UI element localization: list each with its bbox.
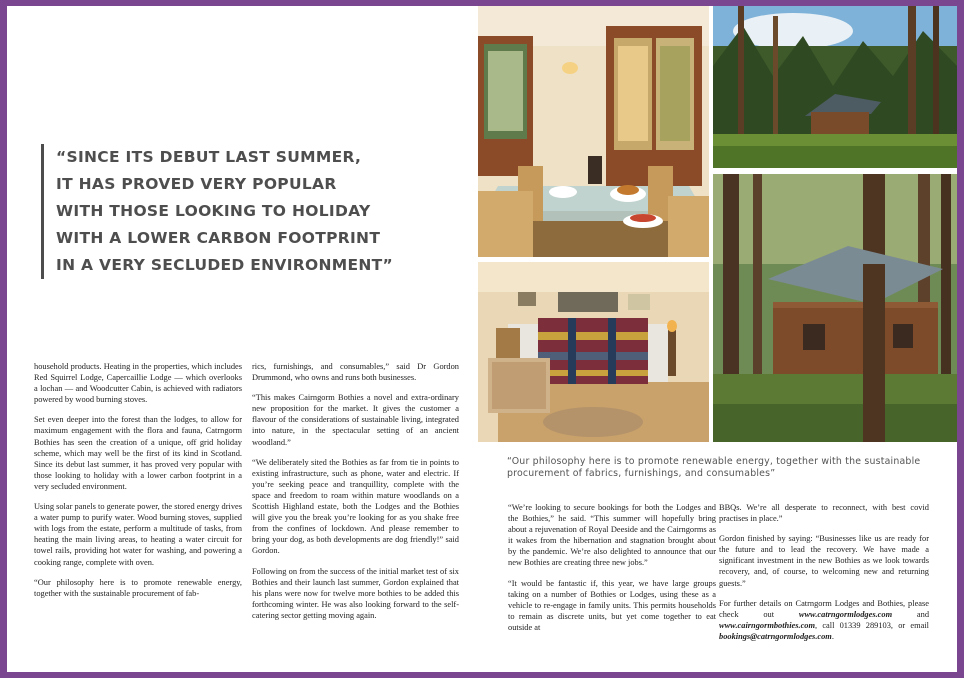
dining-room-photo (478, 6, 709, 257)
pull-quote-line: IT HAS PROVED VERY POPULAR (56, 175, 337, 193)
paragraph: Using solar panels to generate power, the stored energy drives a water pump to purify water. Wood burning stoves, supplied with logs from the estate, perform a multitude of tasks, from heating the main living areas, to heating a water circuit for towel rails, providing hot water for washing, and powering a cooking range, complete with oven. (34, 502, 242, 567)
bedroom-photo (478, 262, 709, 442)
article-column-1 (34, 361, 242, 608)
paragraph: Gordon finished by saying: “Businesses like us are ready for the future and to lead the recovery. We have made a significant investment in the new Bothies as we look towards recovery, and, of course, to welcoming new and returning guests.” (719, 534, 929, 588)
paragraph: BBQs. We’re all desperate to reconnect, with best covid practises in place.” (719, 503, 929, 524)
pull-quote-line: WITH A LOWER CARBON FOOTPRINT (56, 229, 381, 247)
paragraph: household products. Heating in the properties, which includes Red Squirrel Lodge, Capercaillie Lodge — which overlooks a lochan — and Woodcutter Cabin, is achieved with radiators powered by wood burning stoves. (34, 362, 242, 405)
contact-paragraph (719, 598, 929, 642)
contact-intro: For further details on Catrngorm Lodges and Bothies, please check out (719, 598, 929, 619)
contact-call: , call 01339 289103, or email (815, 620, 929, 630)
forest-cabin-photo (713, 6, 957, 168)
paragraph: Following on from the success of the initial market test of six Bothies and their launch last summer, Gordon explained that his plans were now for twelve more bothies to be added this forthcoming winter. He was also looking forward to the self-catering sector getting moving again. (252, 566, 459, 620)
paragraph: “This makes Cairngorm Bothies a novel and extra-ordinary new proposition for the market. It gives the customer a flavour of the considerations of sustainable living, integrated into nature, in the spectacular setting of an ancient woodland.” (252, 393, 459, 447)
paragraph: “We deliberately sited the Bothies as far from tie in points to existing infrastructure, such as phone, water and electric. If you’re seeking peace and tranquillity, complete with the space and freedom to roam within mature woodlands on a Scottish Highland estate, both the Lodges and the Bothies will give you the break you’re looking for as you shake free from the confines of lockdown. And please remember to bring your dog, as both developments are dog friendly!” said Gordon. (252, 457, 459, 556)
bothies-website-link[interactable]: www.cairngormbothies.com (719, 620, 816, 630)
paragraph: Set even deeper into the forest than the lodges, to allow for maximum engagement with the flora and fauna, Catrngorm Bothies has seen the creation of a unique, off grid holiday scheme, which may well be the first of its kind in Scotland. Since its debut last summer, it has proved very popular with those looking to holiday with a lower carbon footprint in a very secluded environment. (34, 415, 242, 491)
lodges-website-link[interactable]: www.catrngormlodges.com (798, 609, 893, 619)
article-column-3 (508, 502, 716, 642)
contact-end: . (831, 631, 834, 641)
pull-quote-line: IN A VERY SECLUDED ENVIRONMENT” (56, 256, 394, 274)
booking-email-link[interactable]: bookings@catrngormlodges.com (719, 631, 832, 641)
pull-quote-line: WITH THOSE LOOKING TO HOLIDAY (56, 202, 371, 220)
article-column-4 (719, 502, 929, 651)
paragraph: rics, furnishings, and consumables,” said Dr Gordon Drummond, who owns and runs both businesses. (252, 362, 459, 383)
pull-quote (41, 144, 394, 279)
magazine-spread (7, 6, 957, 672)
paragraph: “Our philosophy here is to promote renewable energy, together with the sustainable procurement of fab- (34, 577, 242, 598)
secondary-pull-quote: “Our philosophy here is to promote renewable energy, together with the sustainable procurement of fabrics, furnishings, and consumables” (507, 456, 921, 479)
paragraph: “We’re looking to secure bookings for both the Lodges and the Bothies,” he said. “This summer will hopefully bring about a rejuvenation of Royal Deeside and the Cairngorms as it wakes from the hibernation and stagnation brought about by the pandemic. We’re also delighted to announce that our new Bothies are creating three new jobs.” (508, 503, 716, 568)
paragraph: “It would be fantastic if, this year, we have large groups taking on a number of Bothies or Lodges, using these as a vehicle to re-engage in family units. This permits households to remain as discrete units, but yet come together to eat outside at (508, 578, 716, 632)
forest-bothy-photo (713, 174, 957, 442)
contact-and: and (892, 609, 930, 619)
pull-quote-line: “SINCE ITS DEBUT LAST SUMMER, (56, 148, 362, 166)
article-column-2 (252, 361, 459, 630)
